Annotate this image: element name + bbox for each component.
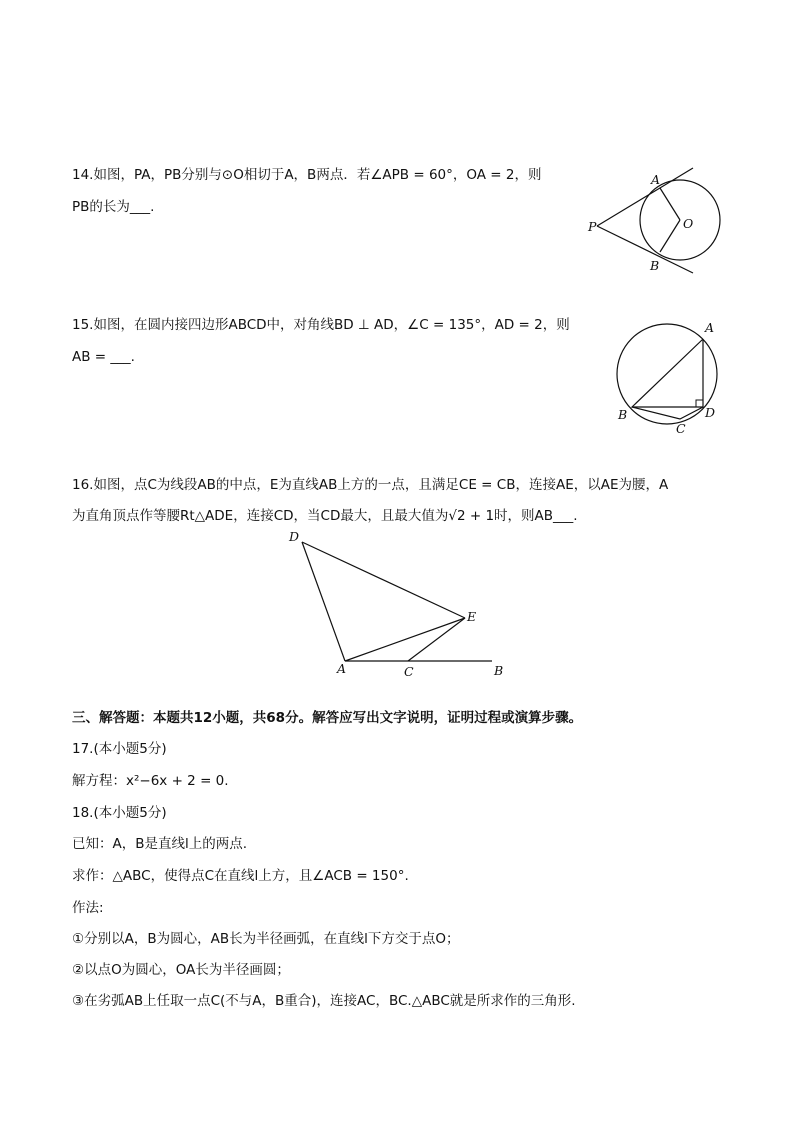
q16-segment-de [302,542,465,618]
q18-known: 已知：A，B是直线l上的两点. [72,836,248,852]
q16-segment-ae [345,618,465,661]
q17-text: 解方程：x²−6x + 2 = 0. [72,773,229,789]
q16-line1: 16.如图，点C为线段AB的中点，E为直线AB上方的一点，且满足CE = CB，连接AE，以AE为腰，A [72,477,669,493]
q15-line1: 15.如图，在圆内接四边形ABCD中，对角线BD ⊥ AD，∠C = 135°，AD = 2，则 [72,317,570,333]
q16-label-a: A [337,661,347,676]
q14-label-b: B [650,258,660,273]
q16-label-d: D [289,529,300,544]
q14-line2: PB的长为___. [72,199,155,215]
q16-figure [285,528,515,687]
q16-line2: 为直角顶点作等腰Rt△ADE，连接CD，当CD最大，且最大值为√2 + 1时，则AB___. [72,508,578,524]
q17-header: 17.(本小题5分) [72,741,167,757]
q14-label-p: P [588,219,597,234]
q14-line1: 14.如图，PA，PB分别与⊙O相切于A，B两点．若∠APB = 60°，OA = 2，则 [72,167,542,183]
q14-figure [580,165,740,289]
q18-method: 作法: [72,900,104,916]
q16-label-e: E [467,609,477,624]
section3-heading: 三、解答题：本题共12小题，共68分。解答应写出文字说明，证明过程或演算步骤。 [72,710,583,726]
q14-tangent-pb [597,226,693,273]
q14-label-a: A [651,172,661,187]
q15-label-c: C [676,421,686,436]
q15-line2: AB = ___. [72,349,135,365]
q16-segment-ce [408,618,465,661]
q14-radius-oa [660,188,680,220]
q18-step1: ①分别以A，B为圆心，AB长为半径画弧，在直线l下方交于点O； [72,931,460,947]
q15-right-angle-mark [696,400,703,407]
q15-label-b: B [618,407,628,422]
q16-segment-ad [302,542,345,661]
q15-label-d: D [705,405,716,420]
q18-step2: ②以点O为圆心，OA长为半径画圆； [72,962,290,978]
q18-task: 求作：△ABC，使得点C在直线l上方，且∠ACB = 150°. [72,868,409,884]
q14-radius-ob [660,220,680,252]
q16-label-b: B [494,663,504,678]
q14-label-o: O [683,216,694,231]
q16-label-c: C [404,664,414,679]
q15-figure [610,312,730,446]
q18-step3: ③在劣弧AB上任取一点C(不与A，B重合)，连接AC，BC.△ABC就是所求作的三角形. [72,993,576,1009]
q15-label-a: A [705,320,715,335]
q18-header: 18.(本小题5分) [72,805,167,821]
